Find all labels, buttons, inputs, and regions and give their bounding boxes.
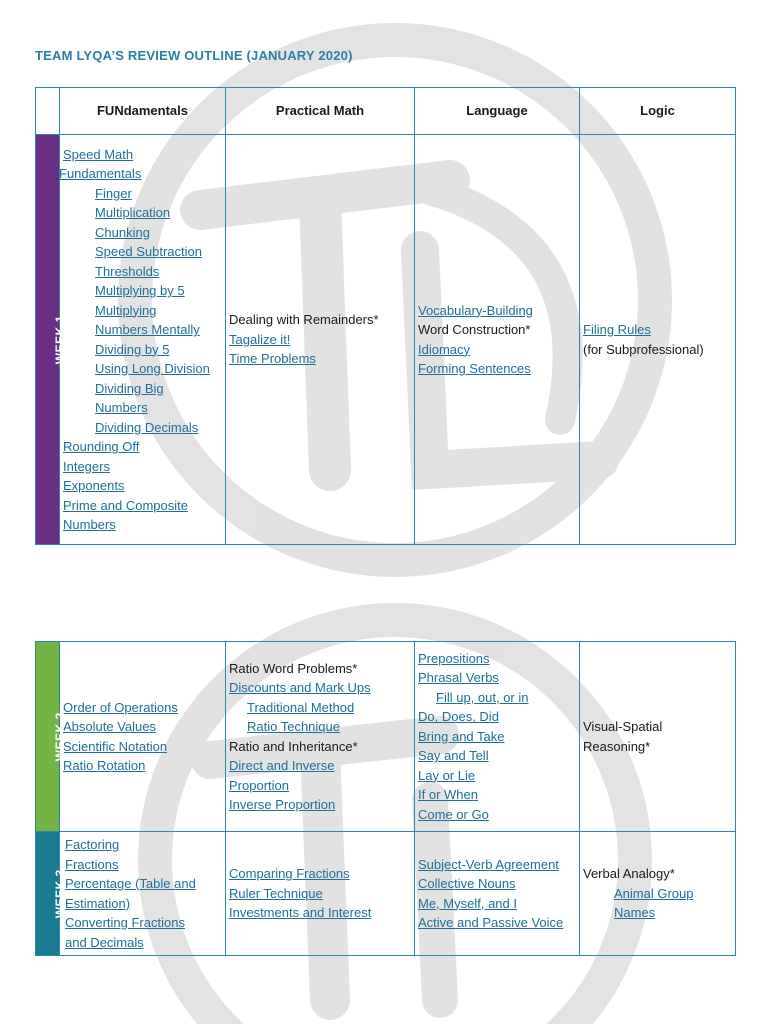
week2-logic-cell bbox=[580, 642, 736, 832]
week3-language-cell bbox=[415, 832, 580, 956]
topic-text: Verbal Analogy* bbox=[583, 866, 675, 882]
topic-link[interactable]: Speed Math bbox=[63, 146, 134, 162]
week2-practical-cell bbox=[226, 642, 415, 832]
topic-link[interactable]: Collective Nouns bbox=[418, 876, 516, 891]
topic-link[interactable]: Ruler Technique bbox=[229, 885, 323, 901]
topic-link[interactable]: Vocabulary-Building bbox=[418, 302, 533, 318]
topic-link[interactable]: Prepositions bbox=[418, 650, 490, 666]
week2-3-table bbox=[35, 641, 736, 956]
topic-link[interactable]: Say and Tell bbox=[418, 748, 489, 764]
topic-link[interactable]: Me, Myself, and I bbox=[418, 895, 517, 911]
topic-link[interactable]: Numbers bbox=[63, 517, 116, 532]
week3-fundamentals-cell bbox=[60, 832, 226, 956]
header-row bbox=[36, 88, 736, 135]
week1-label-cell bbox=[36, 135, 67, 545]
week3-logic-cell bbox=[580, 832, 736, 956]
topic-link[interactable]: Do, Does, Did bbox=[418, 709, 499, 725]
topic-link[interactable]: Tagalize it! bbox=[229, 331, 291, 347]
week1-label: WEEK 1 bbox=[52, 314, 67, 365]
topic-link[interactable]: Rounding Off bbox=[63, 439, 140, 454]
topic-link[interactable]: Speed Subtraction bbox=[95, 244, 202, 259]
week3-row bbox=[36, 832, 736, 956]
topic-link[interactable]: Fractions bbox=[65, 856, 119, 872]
week2-row bbox=[36, 642, 736, 832]
header-language: Language bbox=[415, 88, 580, 135]
topic-link[interactable]: Come or Go bbox=[418, 806, 489, 822]
topic-link[interactable]: Dividing by 5 bbox=[95, 341, 170, 357]
topic-link[interactable]: Names bbox=[614, 905, 656, 921]
topic-link[interactable]: Fundamentals bbox=[59, 166, 142, 181]
topic-text: Dealing with Remainders* bbox=[229, 312, 379, 328]
week3-practical-cell bbox=[226, 832, 415, 956]
topic-link[interactable]: If or When bbox=[418, 787, 478, 803]
topic-link[interactable]: Investments and Interest bbox=[229, 905, 372, 921]
topic-link[interactable]: Multiplication bbox=[95, 205, 171, 220]
topic-link[interactable]: Traditional Method bbox=[247, 699, 355, 715]
topic-link[interactable]: Prime and Composite bbox=[63, 497, 188, 513]
topic-link[interactable]: Dividing Big bbox=[95, 380, 164, 396]
topic-link[interactable]: Ratio Technique bbox=[247, 719, 340, 734]
week2-label: WEEK 2 bbox=[52, 711, 67, 762]
topic-link[interactable]: Estimation) bbox=[65, 895, 131, 911]
topic-link[interactable]: Converting Fractions bbox=[65, 915, 185, 930]
topic-link[interactable]: Numbers Mentally bbox=[95, 322, 200, 337]
topic-text: (for Subprofessional) bbox=[583, 341, 704, 357]
topic-link[interactable]: Order of Operations bbox=[63, 699, 178, 715]
topic-link[interactable]: Chunking bbox=[95, 224, 150, 240]
week1-row bbox=[36, 135, 736, 545]
week2-language-cell bbox=[415, 642, 580, 832]
topic-link[interactable]: Phrasal Verbs bbox=[418, 670, 499, 686]
topic-link[interactable]: Proportion bbox=[229, 777, 289, 793]
topic-text: Ratio and Inheritance* bbox=[229, 738, 358, 754]
header-fundamentals: FUNdamentals bbox=[60, 88, 226, 135]
topic-link[interactable]: Scientific Notation bbox=[63, 738, 168, 754]
header-logic: Logic bbox=[580, 88, 736, 135]
topic-link[interactable]: Fill up, out, or in bbox=[436, 689, 529, 705]
topic-link[interactable]: Exponents bbox=[63, 478, 125, 493]
week1-logic-cell bbox=[580, 135, 736, 545]
week1-table bbox=[35, 87, 736, 545]
topic-link[interactable]: Multiplying by 5 bbox=[95, 283, 185, 298]
topic-link[interactable]: Integers bbox=[63, 458, 110, 474]
topic-link[interactable]: and Decimals bbox=[65, 934, 144, 950]
header-practical-math: Practical Math bbox=[226, 88, 415, 135]
topic-link[interactable]: Bring and Take bbox=[418, 728, 505, 744]
topic-link[interactable]: Using Long Division bbox=[95, 361, 210, 376]
topic-link[interactable]: Dividing Decimals bbox=[95, 419, 199, 435]
topic-text: Visual-Spatial bbox=[583, 719, 663, 734]
topic-link[interactable]: Direct and Inverse bbox=[229, 758, 335, 773]
topic-text: Reasoning* bbox=[583, 738, 651, 754]
topic-link[interactable]: Forming Sentences bbox=[418, 361, 531, 376]
week-color-cell bbox=[36, 88, 60, 135]
topic-link[interactable]: Numbers bbox=[95, 400, 148, 415]
topic-link[interactable]: Inverse Proportion bbox=[229, 797, 336, 812]
topic-link[interactable]: Ratio Rotation bbox=[63, 758, 146, 773]
topic-link[interactable]: Idiomacy bbox=[418, 341, 471, 357]
topic-link[interactable]: Lay or Lie bbox=[418, 767, 476, 783]
topic-link[interactable]: Factoring bbox=[65, 837, 120, 852]
topic-text: Ratio Word Problems* bbox=[229, 660, 358, 676]
topic-link[interactable]: Multiplying bbox=[95, 302, 157, 318]
topic-link[interactable]: Time Problems bbox=[229, 351, 316, 367]
week1-language-cell bbox=[415, 135, 580, 545]
topic-text: Word Construction* bbox=[418, 322, 531, 337]
topic-link[interactable]: Comparing Fractions bbox=[229, 866, 350, 882]
topic-link[interactable]: Discounts and Mark Ups bbox=[229, 680, 371, 695]
week2-label-cell bbox=[36, 642, 67, 832]
page-title: TEAM LYQA’S REVIEW OUTLINE (JANUARY 2020) bbox=[35, 48, 353, 63]
topic-link[interactable]: Animal Group bbox=[614, 885, 694, 901]
topic-link[interactable]: Filing Rules bbox=[583, 322, 651, 337]
week1-practical-cell bbox=[226, 135, 415, 545]
week1-fundamentals-cell bbox=[60, 135, 226, 545]
topic-link[interactable]: Percentage (Table and bbox=[65, 876, 196, 891]
topic-link[interactable]: Absolute Values bbox=[63, 719, 156, 734]
topic-link[interactable]: Subject-Verb Agreement bbox=[418, 856, 559, 872]
topic-link[interactable]: Active and Passive Voice bbox=[418, 915, 564, 930]
week2-fundamentals-cell bbox=[60, 642, 226, 832]
week3-label: WEEK 3 bbox=[52, 868, 67, 919]
week3-label-cell bbox=[36, 832, 67, 956]
topic-link[interactable]: Thresholds bbox=[95, 263, 160, 279]
topic-link[interactable]: Finger bbox=[95, 185, 132, 201]
